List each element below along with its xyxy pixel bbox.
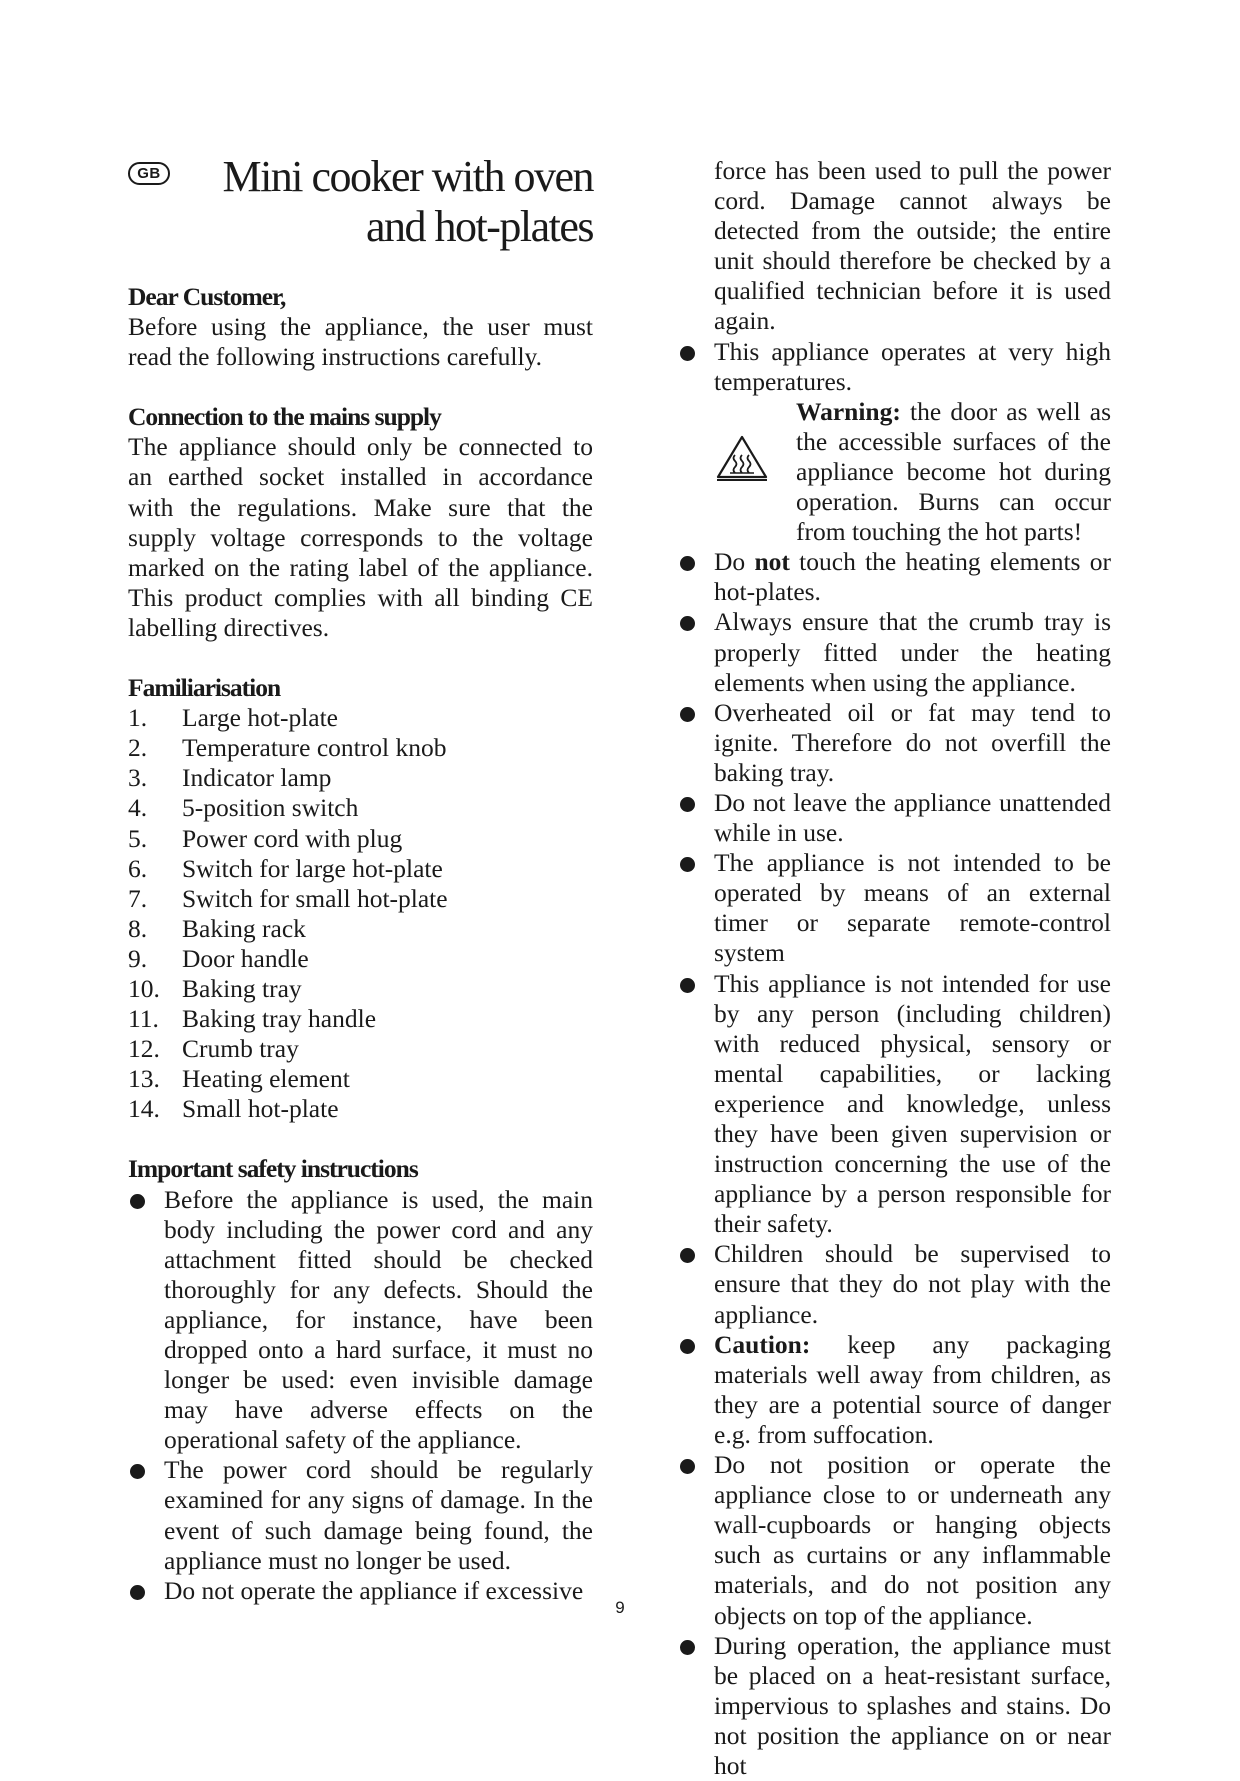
caution-text: keep any packaging materials well away from children, as they are a potential source of danger e.g. from suffocation. (714, 1329, 1111, 1449)
warning-label: Warning: (796, 396, 901, 426)
list-item: 14. Small hot-plate (128, 1094, 339, 1124)
greeting: Dear Customer, (128, 282, 286, 311)
list-item (678, 1330, 1111, 1450)
continuation-text: force has been used to pull the power cord. Damage cannot always be detected from the outside; the entire unit should therefore be checked by a qualified technician before it is used again. (714, 156, 1111, 336)
list-item: 9. Door handle (128, 943, 309, 973)
list-item: The appliance is not intended to be operated by means of an external timer or separate remote-control system (678, 848, 1111, 968)
safety-list-right (678, 337, 1111, 1781)
familiarisation-heading: Familiarisation (128, 673, 281, 703)
title-line-2: and hot-plates (365, 202, 593, 251)
warning-block (714, 397, 1111, 547)
connection-heading: Connection to the mains supply (128, 402, 441, 432)
list-item: Do not position or operate the appliance close to or underneath any wall-cupboards or hanging objects such as curtains or any inflammable materials, and do not position any objects on top of the appliance. (678, 1450, 1111, 1631)
list-item: 5. Power cord with plug (128, 823, 403, 853)
caution-label: Caution: (714, 1329, 811, 1359)
list-item: The power cord should be regularly examined for any signs of damage. In the event of such damage being found, the appliance must no longer be used. (128, 1455, 593, 1575)
title-block (128, 152, 593, 252)
list-item: 13. Heating element (128, 1064, 350, 1094)
connection-text: The appliance should only be connected to an earthed socket installed in accordance with the regulations. Make sure that the supply voltage corresponds to the voltage marked on the rating label of the appliance. This product complies with all binding CE labelling directives. (128, 432, 593, 642)
page-number: 9 (615, 1598, 625, 1617)
warning-text: the door as well as the accessible surfaces of the appliance become hot during operation. Burns can occur from touching the hot parts! (796, 396, 1111, 547)
list-item: During operation, the appliance must be placed on a heat-resistant surface, impervious to splashes and stains. Do not position the appliance on or near hot (678, 1631, 1111, 1781)
list-item: Before the appliance is used, the main body including the power cord and any attachment fitted should be checked thoroughly for any defects. Should the appliance, for instance, have been dropped onto a hard surface, it must no longer be used: even invisible damage may have adverse effects on the operational safety of the appliance. (128, 1185, 593, 1456)
list-item: 10. Baking tray (128, 973, 302, 1003)
safety-heading: Important safety instructions (128, 1154, 418, 1184)
page-title (222, 152, 593, 252)
list-item: This appliance is not intended for use by any person (including children) with reduced physical, sensory or mental capabilities, or lacking experience and knowledge, unless they have been given supervision or instruction concerning the use of the appliance by a person responsible for their safety. (678, 969, 1111, 1240)
list-item: 11. Baking tray handle (128, 1004, 377, 1034)
list-item: 12. Crumb tray (128, 1034, 299, 1064)
list-item: 7. Switch for small hot-plate (128, 883, 448, 913)
title-line-1: Mini cooker with oven (222, 152, 593, 201)
list-item: 1. Large hot-plate (128, 703, 339, 733)
list-item: Children should be supervised to ensure that they do not play with the appliance. (678, 1239, 1111, 1329)
list-item: 4. 5-position switch (128, 793, 359, 823)
list-item: 8. Baking rack (128, 913, 306, 943)
list-item: Do not operate the appliance if excessive (128, 1576, 593, 1606)
intro-text: Before using the appliance, the user must read the following instructions carefully. (128, 312, 593, 372)
list-item: Overheated oil or fat may tend to ignite. Therefore do not overfill the baking tray. (678, 698, 1111, 788)
list-item: 3. Indicator lamp (128, 763, 332, 793)
list-item: Do not leave the appliance unattended while in use. (678, 788, 1111, 848)
list-item: Do not touch the heating elements or hot-plates. (678, 547, 1111, 607)
list-item: Always ensure that the crumb tray is properly fitted under the heating elements when using the appliance. (678, 607, 1111, 697)
safety-list-left (128, 1185, 593, 1606)
list-item: This appliance operates at very high temperatures. Warning: the door as well as the accessible surfaces of the appliance become hot during operation. Burns can occur from touching the hot parts! (678, 337, 1111, 548)
left-column (128, 152, 593, 1606)
list-item: 6. Switch for large hot-plate (128, 853, 443, 883)
gb-language-badge: GB (128, 162, 170, 185)
parts-list (128, 703, 593, 1124)
right-column (678, 156, 1111, 1781)
list-item: 2. Temperature control knob (128, 733, 447, 763)
hot-surface-warning-icon (716, 435, 768, 481)
